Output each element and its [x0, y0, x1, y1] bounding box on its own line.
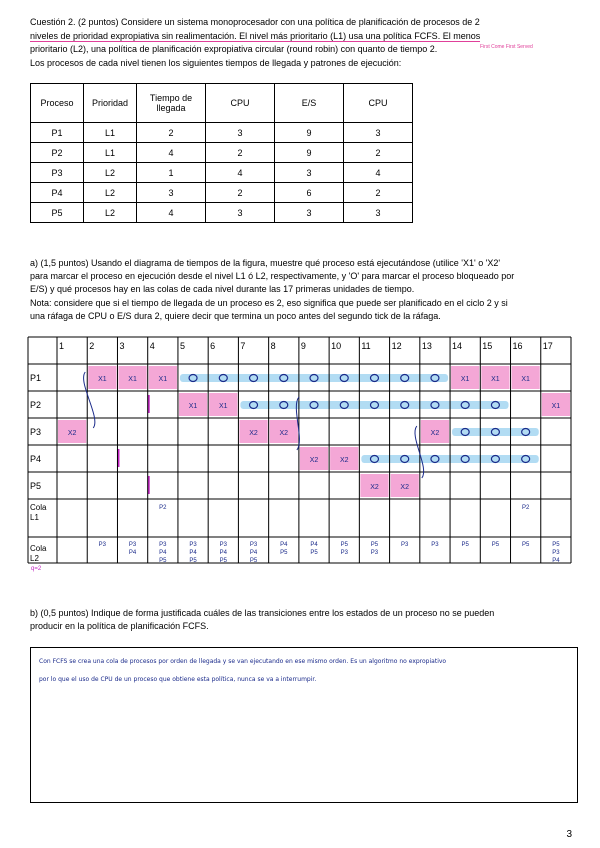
- process-table-cell: P1: [31, 123, 84, 143]
- queue-l2-entry: P4: [159, 550, 167, 556]
- handwritten-note-fcfs: First Come First Served: [480, 44, 533, 50]
- queue-l2-entry: P3: [159, 542, 167, 548]
- cell-p3-13: X2: [430, 430, 440, 437]
- process-table-cell: 4: [137, 143, 206, 163]
- time-tick: 11: [361, 341, 371, 351]
- intro-line-3: prioritario (L2), una política de planificación expropiativa circular (round robin) con quanto de tiempo 2.: [30, 44, 438, 54]
- queue-l1-entry: P2: [521, 505, 530, 511]
- queue-l2-entry: P3: [98, 542, 107, 548]
- time-tick: 4: [149, 341, 155, 351]
- row-label: P5: [30, 481, 42, 491]
- time-tick: 17: [542, 341, 553, 351]
- intro-line-2: niveles de prioridad expropiativa sin realimentación. El nivel más prioritario (L1) usa una política FCFS. El menos: [30, 31, 481, 41]
- process-table-cell: 9: [275, 143, 344, 163]
- queue-l2-entry: P4: [128, 550, 137, 556]
- process-table-cell: 2: [137, 123, 206, 143]
- time-tick: 10: [331, 341, 342, 351]
- question-b-line-1: b) (0,5 puntos) Indique de forma justificada cuáles de las transiciones entre los estados de un proceso no se pueden: [30, 608, 495, 618]
- cell-p4-9: X2: [309, 457, 319, 464]
- time-tick: 7: [240, 341, 246, 351]
- time-tick: 5: [179, 341, 185, 351]
- question-a-note-1: Nota: considere que si el tiempo de llegada de un proceso es 2, eso significa que puede ser planificado en el ciclo 2 y si: [30, 298, 508, 308]
- row-label-cola-l1: Cola L1: [30, 503, 47, 522]
- queue-l2-entry: P3: [431, 542, 439, 548]
- queue-l2-entry: P5: [491, 542, 500, 548]
- cell-p1-14: X1: [460, 376, 470, 383]
- time-tick: 15: [482, 341, 493, 351]
- process-table-cell: 3: [206, 203, 275, 223]
- queue-l2-entry: P3: [340, 550, 348, 556]
- cell-p3-1: X2: [67, 430, 77, 437]
- queue-l2-entry: P5: [461, 542, 469, 548]
- process-table-cell: 3: [344, 123, 413, 143]
- intro-line-4: Los procesos de cada nivel tienen los siguientes tiempos de llegada y patrones de ejecución:: [30, 58, 402, 68]
- process-table-cell: L1: [84, 123, 137, 143]
- process-table-cell: 4: [344, 163, 413, 183]
- time-tick: 9: [300, 341, 306, 351]
- process-table-cell: 4: [137, 203, 206, 223]
- queue-l2-entry: P5: [189, 558, 197, 564]
- process-table-cell: 6: [275, 183, 344, 203]
- question-a-line-2: para marcar el proceso en ejecución desde el nivel L1 ó L2, respectivamente, y 'O' para marcar el proceso bloqueado por: [30, 271, 515, 281]
- header-proceso: Proceso: [31, 84, 84, 123]
- process-table-cell: 2: [206, 143, 275, 163]
- cell-p1-4: X1: [158, 376, 168, 383]
- io-bar: [452, 428, 539, 436]
- header-cpu-2: CPU: [344, 84, 413, 123]
- process-table-cell: P2: [31, 143, 84, 163]
- cell-p1-2: X1: [98, 376, 107, 383]
- time-tick: 1: [59, 341, 65, 351]
- time-tick: 3: [119, 341, 125, 351]
- queue-l2-entry: P5: [219, 558, 227, 564]
- row-label: P2: [30, 400, 42, 410]
- header-cpu-1: CPU: [206, 84, 275, 123]
- question-a-line-1: a) (1,5 puntos) Usando el diagrama de tiempos de la figura, muestre qué proceso está ejecutándose (utilice 'X1' o 'X2': [30, 258, 501, 268]
- process-table-cell: 3: [275, 203, 344, 223]
- queue-l2-entry: P3: [128, 542, 137, 548]
- queue-l2-entry: P5: [340, 542, 348, 548]
- process-table-cell: 2: [344, 183, 413, 203]
- time-tick: 2: [89, 341, 95, 351]
- time-tick: 8: [270, 341, 276, 351]
- question-a-line-3: E/S) y qué procesos hay en las colas de cada nivel durante las 17 primeras unidades de tiempo.: [30, 284, 415, 294]
- row-label-cola-l2: Cola L2: [30, 544, 47, 563]
- process-table-cell: 2: [206, 183, 275, 203]
- answer-box[interactable]: [30, 647, 578, 803]
- queue-l2-entry: P4: [249, 550, 258, 556]
- queue-l2-entry: P4: [219, 550, 227, 556]
- queue-l2-entry: P4: [310, 542, 318, 548]
- cell-p1-16: X1: [521, 376, 530, 383]
- question-a-note-2: una ráfaga de CPU o E/S dura 2, quiere decir que termina un poco antes del segundo tick de la ráfaga.: [30, 311, 441, 321]
- question-b-line-2: producir en la política de planificación FCFS.: [30, 621, 209, 631]
- header-es: E/S: [275, 84, 344, 123]
- quantum-note: q=2: [31, 566, 42, 572]
- process-table-cell: P4: [31, 183, 84, 203]
- queue-l2-entry: P3: [249, 542, 258, 548]
- intro-line-1: Cuestión 2. (2 puntos) Considere un sistema monoprocesador con una política de planificación de procesos de 2: [30, 17, 480, 27]
- cell-p3-7: X2: [249, 430, 258, 437]
- queue-l2-entry: P5: [521, 542, 530, 548]
- cell-p1-15: X1: [491, 376, 500, 383]
- page-number: 3: [566, 829, 572, 840]
- process-table-cell: 3: [275, 163, 344, 183]
- answer-line-2: por lo que el uso de CPU de un proceso que obtiene esta política, nunca se va a interrumpir.: [39, 676, 317, 683]
- queue-l2-entry: P5: [159, 558, 167, 564]
- process-table-cell: L2: [84, 183, 137, 203]
- process-table-cell: 4: [206, 163, 275, 183]
- cell-p2-6: X1: [219, 403, 228, 410]
- queue-l2-entry: P5: [370, 542, 379, 548]
- time-tick: 13: [421, 341, 432, 351]
- cell-p2-17: X1: [551, 403, 561, 410]
- queue-l2-entry: P3: [219, 542, 227, 548]
- process-table-cell: 3: [206, 123, 275, 143]
- cell-p1-3: X1: [128, 376, 137, 383]
- queue-l2-entry: P5: [249, 558, 258, 564]
- cell-p5-12: X2: [400, 484, 409, 491]
- queue-l2-entry: P4: [552, 558, 560, 564]
- queue-l2-entry: P3: [370, 550, 379, 556]
- header-prioridad: Prioridad: [84, 84, 137, 123]
- process-table-cell: P3: [31, 163, 84, 183]
- process-table-cell: L2: [84, 163, 137, 183]
- row-label: P3: [30, 427, 42, 437]
- queue-l1-entry: P2: [159, 505, 167, 511]
- queue-l2-entry: P4: [189, 550, 197, 556]
- process-table-cell: 9: [275, 123, 344, 143]
- process-table-cell: L2: [84, 203, 137, 223]
- cell-p5-11: X2: [370, 484, 379, 491]
- cell-p3-8: X2: [279, 430, 289, 437]
- time-tick: 6: [210, 341, 216, 351]
- header-llegada: Tiempo de llegada: [137, 84, 206, 123]
- queue-l2-entry: P5: [310, 550, 318, 556]
- cell-p2-5: X1: [188, 403, 198, 410]
- row-label: P1: [30, 373, 42, 383]
- row-label: P4: [30, 454, 42, 464]
- queue-l2-entry: P5: [552, 542, 560, 548]
- process-table-cell: 3: [137, 183, 206, 203]
- queue-l2-entry: P3: [189, 542, 197, 548]
- process-table-cell: 1: [137, 163, 206, 183]
- queue-l2-entry: P5: [280, 550, 288, 556]
- answer-line-1: Con FCFS se crea una cola de procesos por orden de llegada y se van ejecutando en ese mismo orden. Es un algoritmo no expropiativo: [39, 658, 447, 665]
- process-table-cell: 3: [344, 203, 413, 223]
- process-table-cell: L1: [84, 143, 137, 163]
- time-tick: 12: [391, 341, 402, 351]
- queue-l2-entry: P3: [552, 550, 560, 556]
- process-table-cell: P5: [31, 203, 84, 223]
- process-table-cell: 2: [344, 143, 413, 163]
- queue-l2-entry: P4: [280, 542, 288, 548]
- queue-l2-entry: P3: [401, 542, 409, 548]
- cell-p4-10: X2: [339, 457, 349, 464]
- time-tick: 14: [452, 341, 463, 351]
- time-tick: 16: [512, 341, 523, 351]
